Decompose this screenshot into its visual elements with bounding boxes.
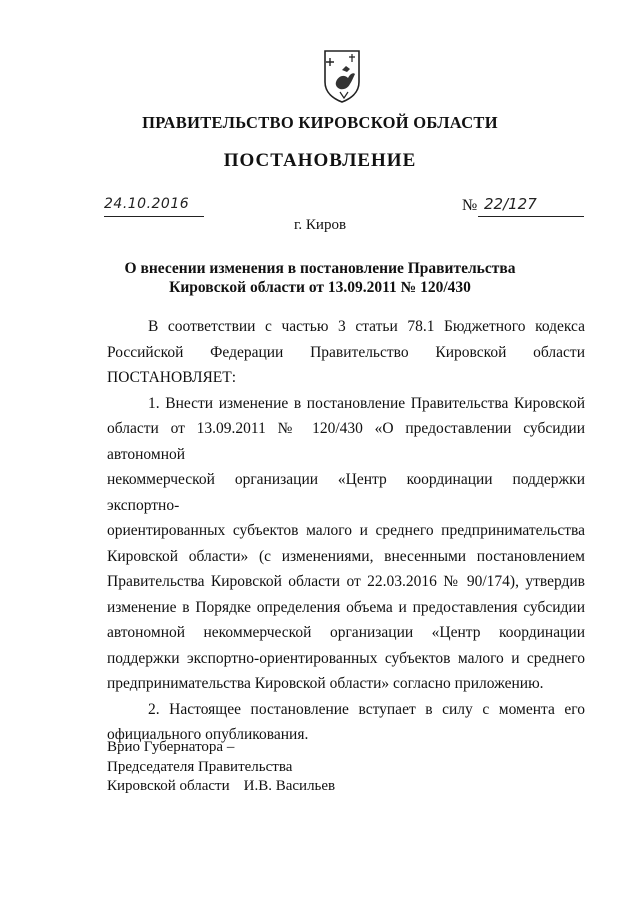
body-line-ruling: ПОСТАНОВЛЯЕТ: xyxy=(107,369,237,386)
signatory-title-row xyxy=(107,777,335,797)
document-number: 22/127 xyxy=(484,195,537,213)
body-line: области от 13.09.2011 № 120/430 «О предоставлении субсидии автономной xyxy=(107,420,585,463)
number-label: № xyxy=(462,197,478,214)
body-line: Российской Федерации Правительство Кировской области xyxy=(107,343,585,361)
document-subject xyxy=(80,259,560,297)
document-body xyxy=(107,314,585,748)
body-line: 1. Внести изменение в постановление Правительства Кировской xyxy=(148,394,585,412)
subject-line: Кировской области от 13.09.2011 № 120/430 xyxy=(169,279,471,296)
body-line: предпринимательства Кировской области» согласно приложению. xyxy=(107,675,544,692)
subject-line: О внесении изменения в постановление Правительства xyxy=(124,260,516,277)
signature-block xyxy=(107,738,335,797)
body-line: Правительства Кировской области от 22.03.2016 № 90/174), утвердив xyxy=(107,573,585,590)
coat-of-arms-icon xyxy=(322,48,362,104)
signatory-title: Председателя Правительства xyxy=(107,758,293,775)
city: г. Киров xyxy=(293,217,347,233)
body-line: Кировской области» (с изменениями, внесенными постановлением xyxy=(107,547,585,565)
body-line: поддержки экспортно-ориентированных субъектов малого и среднего xyxy=(107,649,585,667)
body-line: В соответствии с частью 3 статьи 78.1 Бюджетного кодекса xyxy=(148,318,585,335)
signatory-title: Врио Губернатора – xyxy=(107,739,235,755)
signatory-name: И.В. Васильев xyxy=(243,778,336,794)
signatory-title: Кировской области xyxy=(107,778,230,794)
body-line: некоммерческой организации «Центр координации поддержки экспортно- xyxy=(107,471,585,514)
government-title: ПРАВИТЕЛЬСТВО КИРОВСКОЙ ОБЛАСТИ xyxy=(142,113,498,132)
document-type: ПОСТАНОВЛЕНИЕ xyxy=(223,150,417,171)
body-line: изменение в Порядке определения объема и предоставления субсидии xyxy=(107,598,585,616)
document-date: 24.10.2016 xyxy=(104,196,190,212)
body-line: официального опубликования. xyxy=(107,726,309,743)
body-line: 2. Настоящее постановление вступает в силу с момента его xyxy=(148,700,585,718)
body-line: автономной некоммерческой организации «Центр координации xyxy=(107,624,585,641)
body-line: ориентированных субъектов малого и среднего предпринимательства xyxy=(107,522,585,539)
